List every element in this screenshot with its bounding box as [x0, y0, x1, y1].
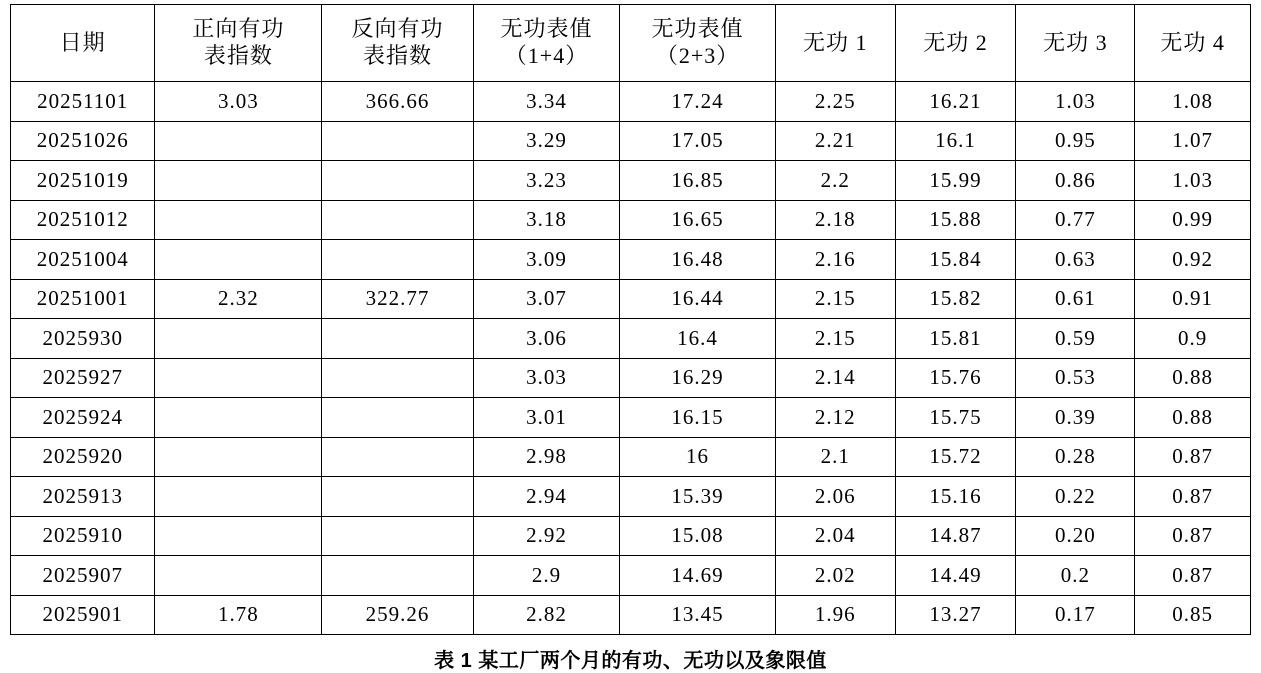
table-cell: 2.15	[775, 279, 895, 319]
table-cell: 1.03	[1135, 161, 1251, 201]
table-cell: 3.03	[473, 358, 619, 398]
table-cell: 0.20	[1016, 516, 1135, 556]
power-meter-table	[10, 4, 1251, 635]
table-header-row	[11, 5, 1251, 82]
table-column-header-line: 无功 4	[1160, 29, 1225, 55]
table-cell: 2.02	[775, 556, 895, 596]
table-cell: 1.96	[775, 595, 895, 635]
table-cell-date: 2025910	[11, 516, 155, 556]
table-cell: 15.16	[895, 477, 1016, 517]
table-cell-date: 20251001	[11, 279, 155, 319]
table-cell-date: 2025930	[11, 319, 155, 359]
table-cell: 0.28	[1016, 437, 1135, 477]
table-cell: 2.21	[775, 121, 895, 161]
table-column-header-line: 无功 3	[1043, 29, 1108, 55]
table-cell	[155, 556, 322, 596]
table-cell	[322, 200, 474, 240]
table-column-header-2	[322, 5, 474, 82]
table-row	[11, 556, 1251, 596]
table-caption: 表 1 某工厂两个月的有功、无功以及象限值	[434, 650, 827, 672]
table-cell	[322, 398, 474, 438]
table-row	[11, 121, 1251, 161]
table-cell: 15.76	[895, 358, 1016, 398]
table-cell: 16.21	[895, 82, 1016, 122]
table-cell: 14.87	[895, 516, 1016, 556]
table-cell: 2.16	[775, 240, 895, 280]
table-cell-date: 2025920	[11, 437, 155, 477]
table-cell-date: 20251019	[11, 161, 155, 201]
table-cell: 0.85	[1135, 595, 1251, 635]
table-cell	[322, 319, 474, 359]
table-cell: 1.07	[1135, 121, 1251, 161]
table-cell-date: 2025924	[11, 398, 155, 438]
table-row	[11, 161, 1251, 201]
table-cell: 3.29	[473, 121, 619, 161]
table-column-header-line: 无功表值	[500, 16, 593, 42]
table-cell: 1.78	[155, 595, 322, 635]
table-cell: 0.22	[1016, 477, 1135, 517]
table-cell: 2.06	[775, 477, 895, 517]
table-cell: 0.86	[1016, 161, 1135, 201]
table-cell: 0.91	[1135, 279, 1251, 319]
table-column-header-line: 表指数	[203, 43, 273, 68]
table-cell: 15.08	[620, 516, 776, 556]
table-cell-date: 2025913	[11, 477, 155, 517]
table-cell-date: 2025907	[11, 556, 155, 596]
table-cell: 13.27	[895, 595, 1016, 635]
table-cell: 15.81	[895, 319, 1016, 359]
table-cell: 0.88	[1135, 398, 1251, 438]
table-cell: 0.61	[1016, 279, 1135, 319]
table-column-header-line: （2+3）	[655, 43, 740, 68]
document-page	[0, 4, 1261, 672]
table-cell: 1.03	[1016, 82, 1135, 122]
table-cell: 15.72	[895, 437, 1016, 477]
table-cell-date: 20251026	[11, 121, 155, 161]
table-cell: 17.24	[620, 82, 776, 122]
table-cell: 15.88	[895, 200, 1016, 240]
table-column-header-line: 无功 1	[802, 29, 868, 55]
table-cell	[322, 358, 474, 398]
table-cell: 0.39	[1016, 398, 1135, 438]
table-cell: 3.07	[473, 279, 619, 319]
table-cell: 0.87	[1135, 516, 1251, 556]
table-cell	[155, 358, 322, 398]
table-cell: 0.59	[1016, 319, 1135, 359]
table-cell	[322, 556, 474, 596]
table-column-header-line: 日期	[59, 29, 106, 55]
table-cell: 16.15	[620, 398, 776, 438]
table-cell: 17.05	[620, 121, 776, 161]
table-cell	[155, 437, 322, 477]
table-cell-date: 2025927	[11, 358, 155, 398]
table-cell-date: 2025901	[11, 595, 155, 635]
table-cell: 3.03	[155, 82, 322, 122]
table-cell: 2.98	[473, 437, 619, 477]
table-cell-date: 20251012	[11, 200, 155, 240]
table-cell: 259.26	[322, 595, 474, 635]
table-header	[11, 5, 1251, 82]
table-cell	[322, 516, 474, 556]
table-cell: 0.99	[1135, 200, 1251, 240]
table-cell: 15.84	[895, 240, 1016, 280]
table-row	[11, 437, 1251, 477]
table-row	[11, 516, 1251, 556]
table-column-header-line: 反向有功	[351, 16, 444, 42]
table-cell: 2.94	[473, 477, 619, 517]
table-column-header-1	[155, 5, 322, 82]
table-row	[11, 358, 1251, 398]
table-column-header-6	[895, 5, 1016, 82]
table-cell: 2.15	[775, 319, 895, 359]
table-cell	[155, 319, 322, 359]
table-cell: 0.77	[1016, 200, 1135, 240]
table-cell: 0.92	[1135, 240, 1251, 280]
table-cell	[322, 437, 474, 477]
table-cell: 3.23	[473, 161, 619, 201]
table-cell: 0.63	[1016, 240, 1135, 280]
table-column-header-0	[11, 5, 155, 82]
table-cell: 2.9	[473, 556, 619, 596]
table-column-header-line: 无功 2	[923, 29, 988, 55]
table-cell	[155, 240, 322, 280]
table-row	[11, 398, 1251, 438]
table-cell: 0.87	[1135, 477, 1251, 517]
table-cell-date: 20251101	[11, 82, 155, 122]
table-cell: 2.92	[473, 516, 619, 556]
table-cell: 16.29	[620, 358, 776, 398]
table-cell	[155, 161, 322, 201]
table-cell: 2.25	[775, 82, 895, 122]
table-cell: 0.88	[1135, 358, 1251, 398]
table-cell: 15.39	[620, 477, 776, 517]
table-cell: 0.9	[1135, 319, 1251, 359]
table-cell: 16.48	[620, 240, 776, 280]
table-cell	[322, 240, 474, 280]
table-row	[11, 477, 1251, 517]
table-cell: 16.65	[620, 200, 776, 240]
table-cell: 322.77	[322, 279, 474, 319]
table-cell: 16.44	[620, 279, 776, 319]
table-cell: 15.99	[895, 161, 1016, 201]
table-cell: 2.2	[775, 161, 895, 201]
table-cell: 2.1	[775, 437, 895, 477]
table-cell: 0.17	[1016, 595, 1135, 635]
table-cell	[155, 398, 322, 438]
table-cell	[155, 121, 322, 161]
table-column-header-5	[775, 5, 895, 82]
table-cell: 15.82	[895, 279, 1016, 319]
table-cell: 3.01	[473, 398, 619, 438]
table-column-header-4	[620, 5, 776, 82]
table-cell	[155, 200, 322, 240]
table-cell: 16	[620, 437, 776, 477]
table-column-header-line: 正向有功	[192, 16, 285, 42]
table-cell-date: 20251004	[11, 240, 155, 280]
table-column-header-7	[1016, 5, 1135, 82]
table-cell: 15.75	[895, 398, 1016, 438]
table-cell: 0.87	[1135, 437, 1251, 477]
table-cell: 2.82	[473, 595, 619, 635]
table-cell: 2.32	[155, 279, 322, 319]
table-column-header-8	[1135, 5, 1251, 82]
table-cell: 3.18	[473, 200, 619, 240]
table-cell: 14.49	[895, 556, 1016, 596]
table-cell	[155, 477, 322, 517]
table-cell: 14.69	[620, 556, 776, 596]
table-column-header-3	[473, 5, 619, 82]
table-cell: 16.85	[620, 161, 776, 201]
table-cell	[155, 516, 322, 556]
table-cell: 13.45	[620, 595, 776, 635]
table-column-header-line: （1+4）	[504, 43, 589, 68]
table-cell: 0.95	[1016, 121, 1135, 161]
table-cell	[322, 121, 474, 161]
table-cell: 3.09	[473, 240, 619, 280]
table-column-header-line: 表指数	[363, 43, 433, 68]
table-body	[11, 82, 1251, 635]
table-cell: 3.34	[473, 82, 619, 122]
table-cell: 2.12	[775, 398, 895, 438]
table-cell: 0.2	[1016, 556, 1135, 596]
table-row	[11, 82, 1251, 122]
table-cell	[322, 477, 474, 517]
table-row	[11, 595, 1251, 635]
table-cell	[322, 161, 474, 201]
table-column-header-line: 无功表值	[651, 16, 744, 42]
table-row	[11, 319, 1251, 359]
table-cell: 16.1	[895, 121, 1016, 161]
table-cell: 3.06	[473, 319, 619, 359]
table-cell: 366.66	[322, 82, 474, 122]
table-row	[11, 240, 1251, 280]
table-cell: 2.14	[775, 358, 895, 398]
table-cell: 0.53	[1016, 358, 1135, 398]
table-row	[11, 279, 1251, 319]
table-row	[11, 200, 1251, 240]
table-cell: 2.04	[775, 516, 895, 556]
table-cell: 16.4	[620, 319, 776, 359]
table-cell: 0.87	[1135, 556, 1251, 596]
table-cell: 2.18	[775, 200, 895, 240]
table-cell: 1.08	[1135, 82, 1251, 122]
